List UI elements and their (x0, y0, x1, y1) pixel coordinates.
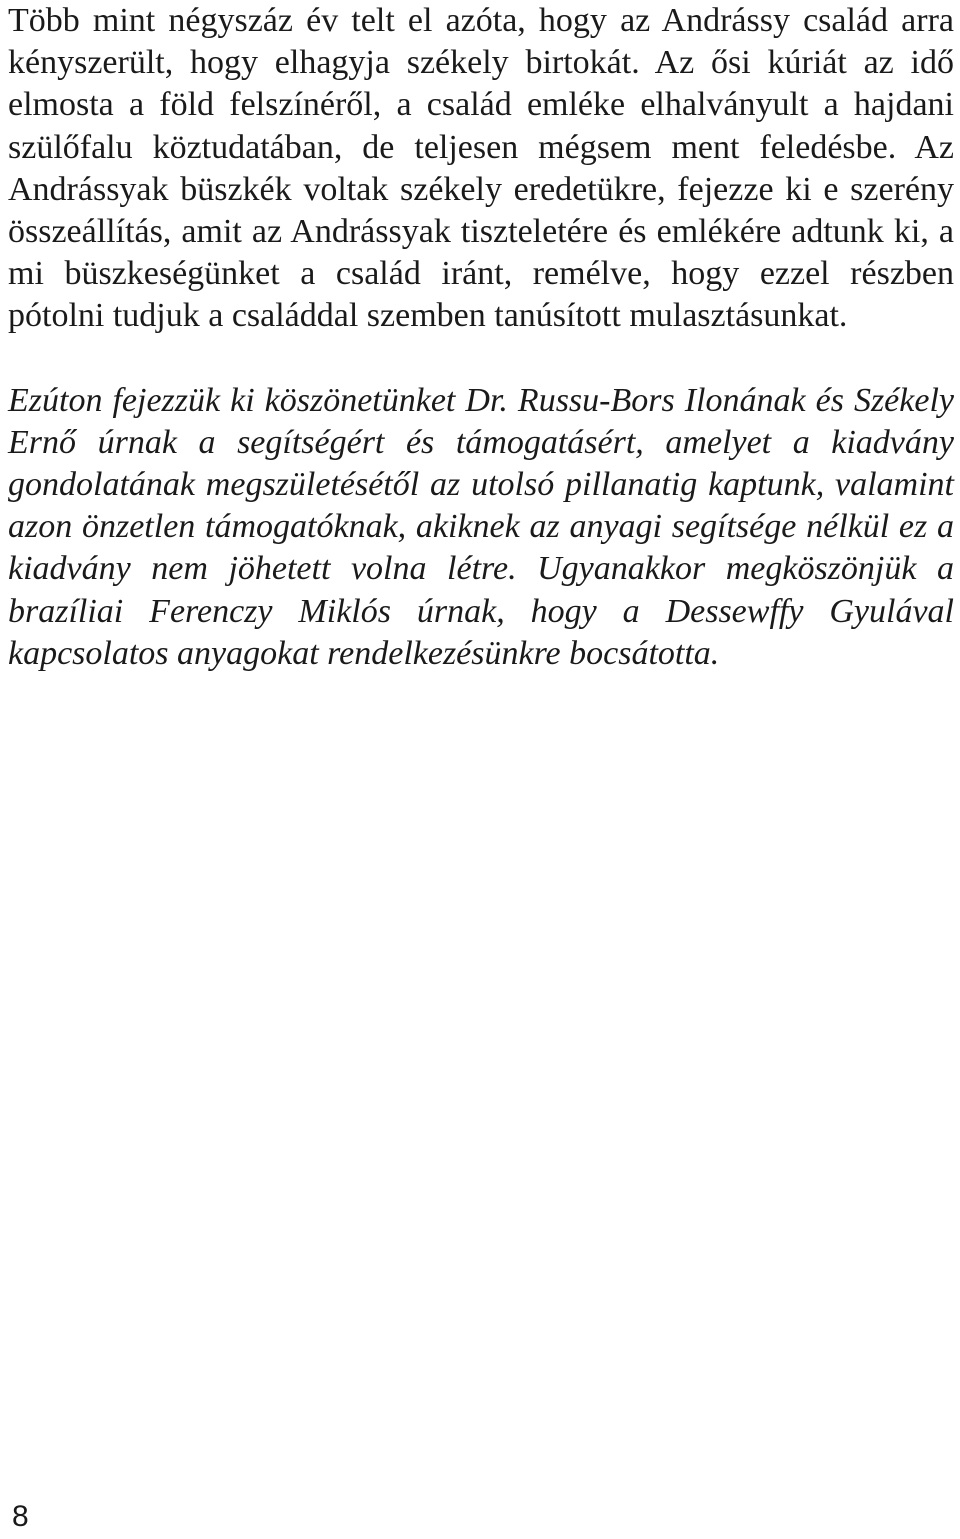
acknowledgement-paragraph: Ezúton fejezzük ki köszönetünket Dr. Russu-Bors Ilonának és Székely Ernő úrnak a segítségért és támogatásért, amelyet a kiadvány gondolatának megszületésétől az utolsó pillanatig kaptunk, valamint azon önzetlen támogatóknak, akiknek az anyagi segítsége nélkül ez a kiadvány nem jöhetett volna létre. Ugyanakkor megköszönjük a brazíliai Ferenczy Miklós úrnak, hogy a Dessewffy Gyulával kapcsolatos anyagokat rendelkezésünkre bocsátotta. (8, 381, 954, 672)
intro-paragraph: Több mint négyszáz év telt el azóta, hogy az Andrássy család arra kényszerült, hogy elhagyja székely birtokát. Az ősi kúriát az idő elmosta a föld felszínéről, a család emléke elhalványult a hajdani szülőfalu köztudatában, de teljesen mégsem ment feledésbe. Az Andrássyak büszkék voltak székely eredetükre, fejezze ki e szerény összeállítás, amit az Andrássyak tiszteletére és emlékére adtunk ki, a mi büszkeségünket a család iránt, remélve, hogy ezzel részben pótolni tudjuk a családdal szemben tanúsított mulasztásunkat. (8, 2, 954, 335)
page-number: 8 (12, 1500, 29, 1533)
document-page (8, 0, 954, 675)
